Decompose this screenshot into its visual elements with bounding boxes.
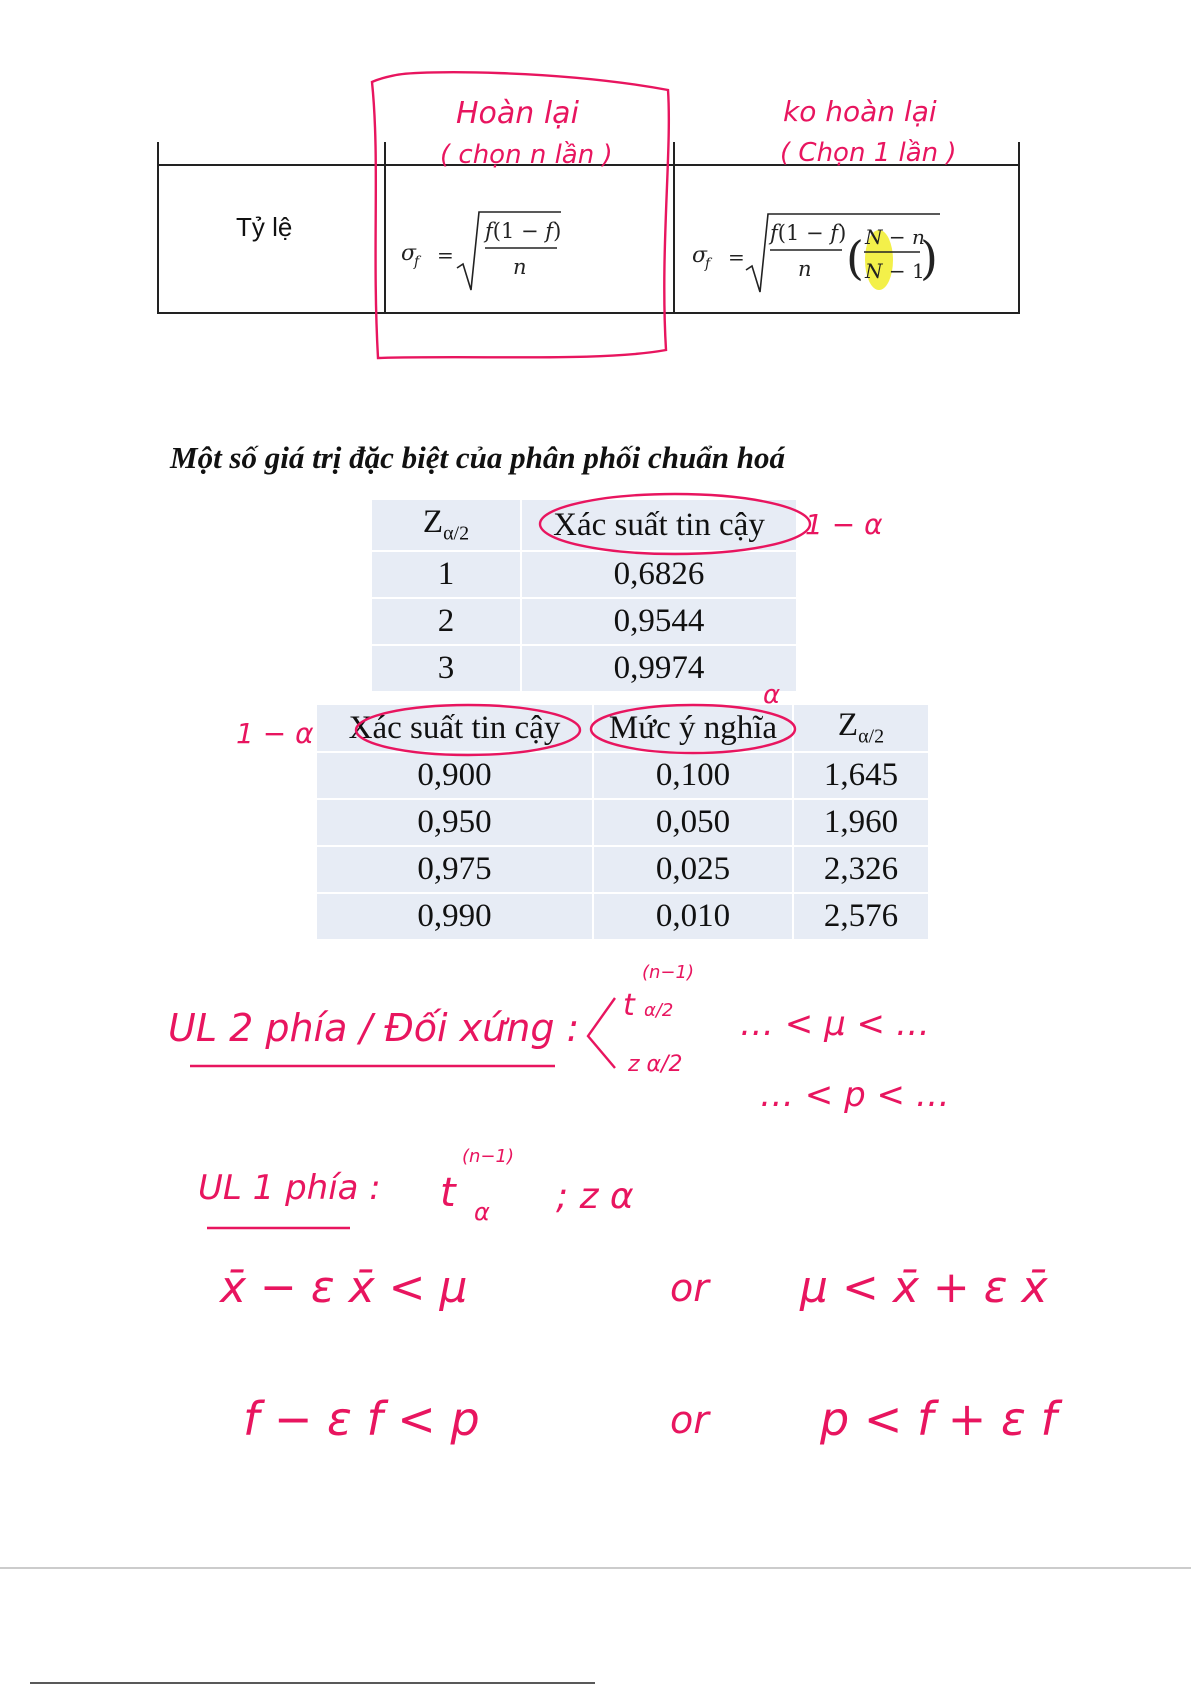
note-mean-upper: μ < x̄ + ε x̄ [800, 1262, 1048, 1313]
note-t-sup-two-sided: (n−1) [642, 962, 694, 983]
cell-prob: 0,950 [316, 799, 593, 846]
note-two-sided: UL 2 phía / Đối xứng : [168, 1006, 580, 1050]
header-z: $Z_{\alpha/2}$ [371, 499, 521, 551]
svg-text:n: n [798, 257, 812, 281]
row-label-ty-le: Tỷ lệ [236, 212, 293, 242]
note-alpha: α [763, 680, 781, 710]
note-mean-or: or [670, 1266, 709, 1310]
note-chon-n-lan: ( chọn n lần ) [440, 140, 613, 170]
note-chon-1-lan: ( Chọn 1 lần ) [780, 138, 957, 168]
cell-z: 1,645 [793, 752, 929, 799]
svg-text:n: n [513, 255, 527, 279]
note-mean-lower: x̄ − ε x̄ < μ [220, 1262, 468, 1313]
note-one-minus-alpha-1: 1 − α [805, 508, 883, 541]
note-p-range: … < p < … [760, 1075, 950, 1115]
svg-text:σ: σ [401, 241, 417, 266]
svg-text:=: = [437, 243, 454, 267]
svg-text:): ) [920, 231, 938, 285]
svg-text:f: f [705, 256, 711, 272]
svg-text:σ: σ [692, 243, 708, 268]
cell-alpha: 0,025 [593, 846, 793, 893]
note-z-one-sided: ; z α [556, 1176, 634, 1217]
cell-z: 2,326 [793, 846, 929, 893]
note-prop-lower: f − ε f < p [243, 1392, 480, 1446]
note-one-sided: UL 1 phía : [198, 1168, 381, 1208]
note-z-two-sided: z α/2 [628, 1052, 683, 1077]
svg-text:N − n: N − n [865, 225, 925, 249]
header-xac-suat: Xác suất tin cậy [521, 499, 797, 551]
cell-z: 2 [371, 598, 521, 645]
note-t-sub-one-sided: α [474, 1198, 490, 1226]
note-t-one-sided: t [440, 1170, 456, 1216]
cell-prob: 0,9974 [521, 645, 797, 692]
svg-text:f: f [414, 254, 420, 270]
cell-z: 1 [371, 551, 521, 598]
cell-prob: 0,900 [316, 752, 593, 799]
note-one-minus-alpha-2: 1 − α [236, 717, 314, 750]
cell-z: 2,576 [793, 893, 929, 940]
svg-text:N − 1: N − 1 [865, 259, 925, 283]
note-hoan-lai: Hoàn lại [456, 96, 579, 131]
note-t-sub-two-sided: α/2 [644, 1000, 674, 1021]
header-z: $Z_{\alpha/2}$ [793, 704, 929, 752]
cell-alpha: 0,010 [593, 893, 793, 940]
note-prop-upper: p < f + ε f [820, 1392, 1057, 1446]
note-mu-range: … < μ < … [740, 1004, 930, 1044]
cell-alpha: 0,100 [593, 752, 793, 799]
cell-prob: 0,9544 [521, 598, 797, 645]
svg-text:=: = [728, 245, 745, 269]
note-t-sup-one-sided: (n−1) [462, 1146, 514, 1167]
cell-prob: 0,975 [316, 846, 593, 893]
note-ko-hoan-lai: ko hoàn lại [783, 95, 937, 128]
note-prop-or: or [670, 1398, 709, 1442]
header-xac-suat: Xác suất tin cậy [316, 704, 593, 752]
header-muc-y-nghia: Mức ý nghĩa [593, 704, 793, 752]
cell-prob: 0,6826 [521, 551, 797, 598]
note-t-two-sided: t [623, 988, 635, 1023]
cell-z: 3 [371, 645, 521, 692]
svg-text:f(1 − f): f(1 − f) [485, 219, 562, 243]
svg-text:(: ( [846, 231, 864, 285]
cell-alpha: 0,050 [593, 799, 793, 846]
section-heading: Một số giá trị đặc biệt của phân phối chuẩn hoá [170, 440, 785, 475]
cell-prob: 0,990 [316, 893, 593, 940]
svg-text:f(1 − f): f(1 − f) [770, 221, 847, 245]
cell-z: 1,960 [793, 799, 929, 846]
